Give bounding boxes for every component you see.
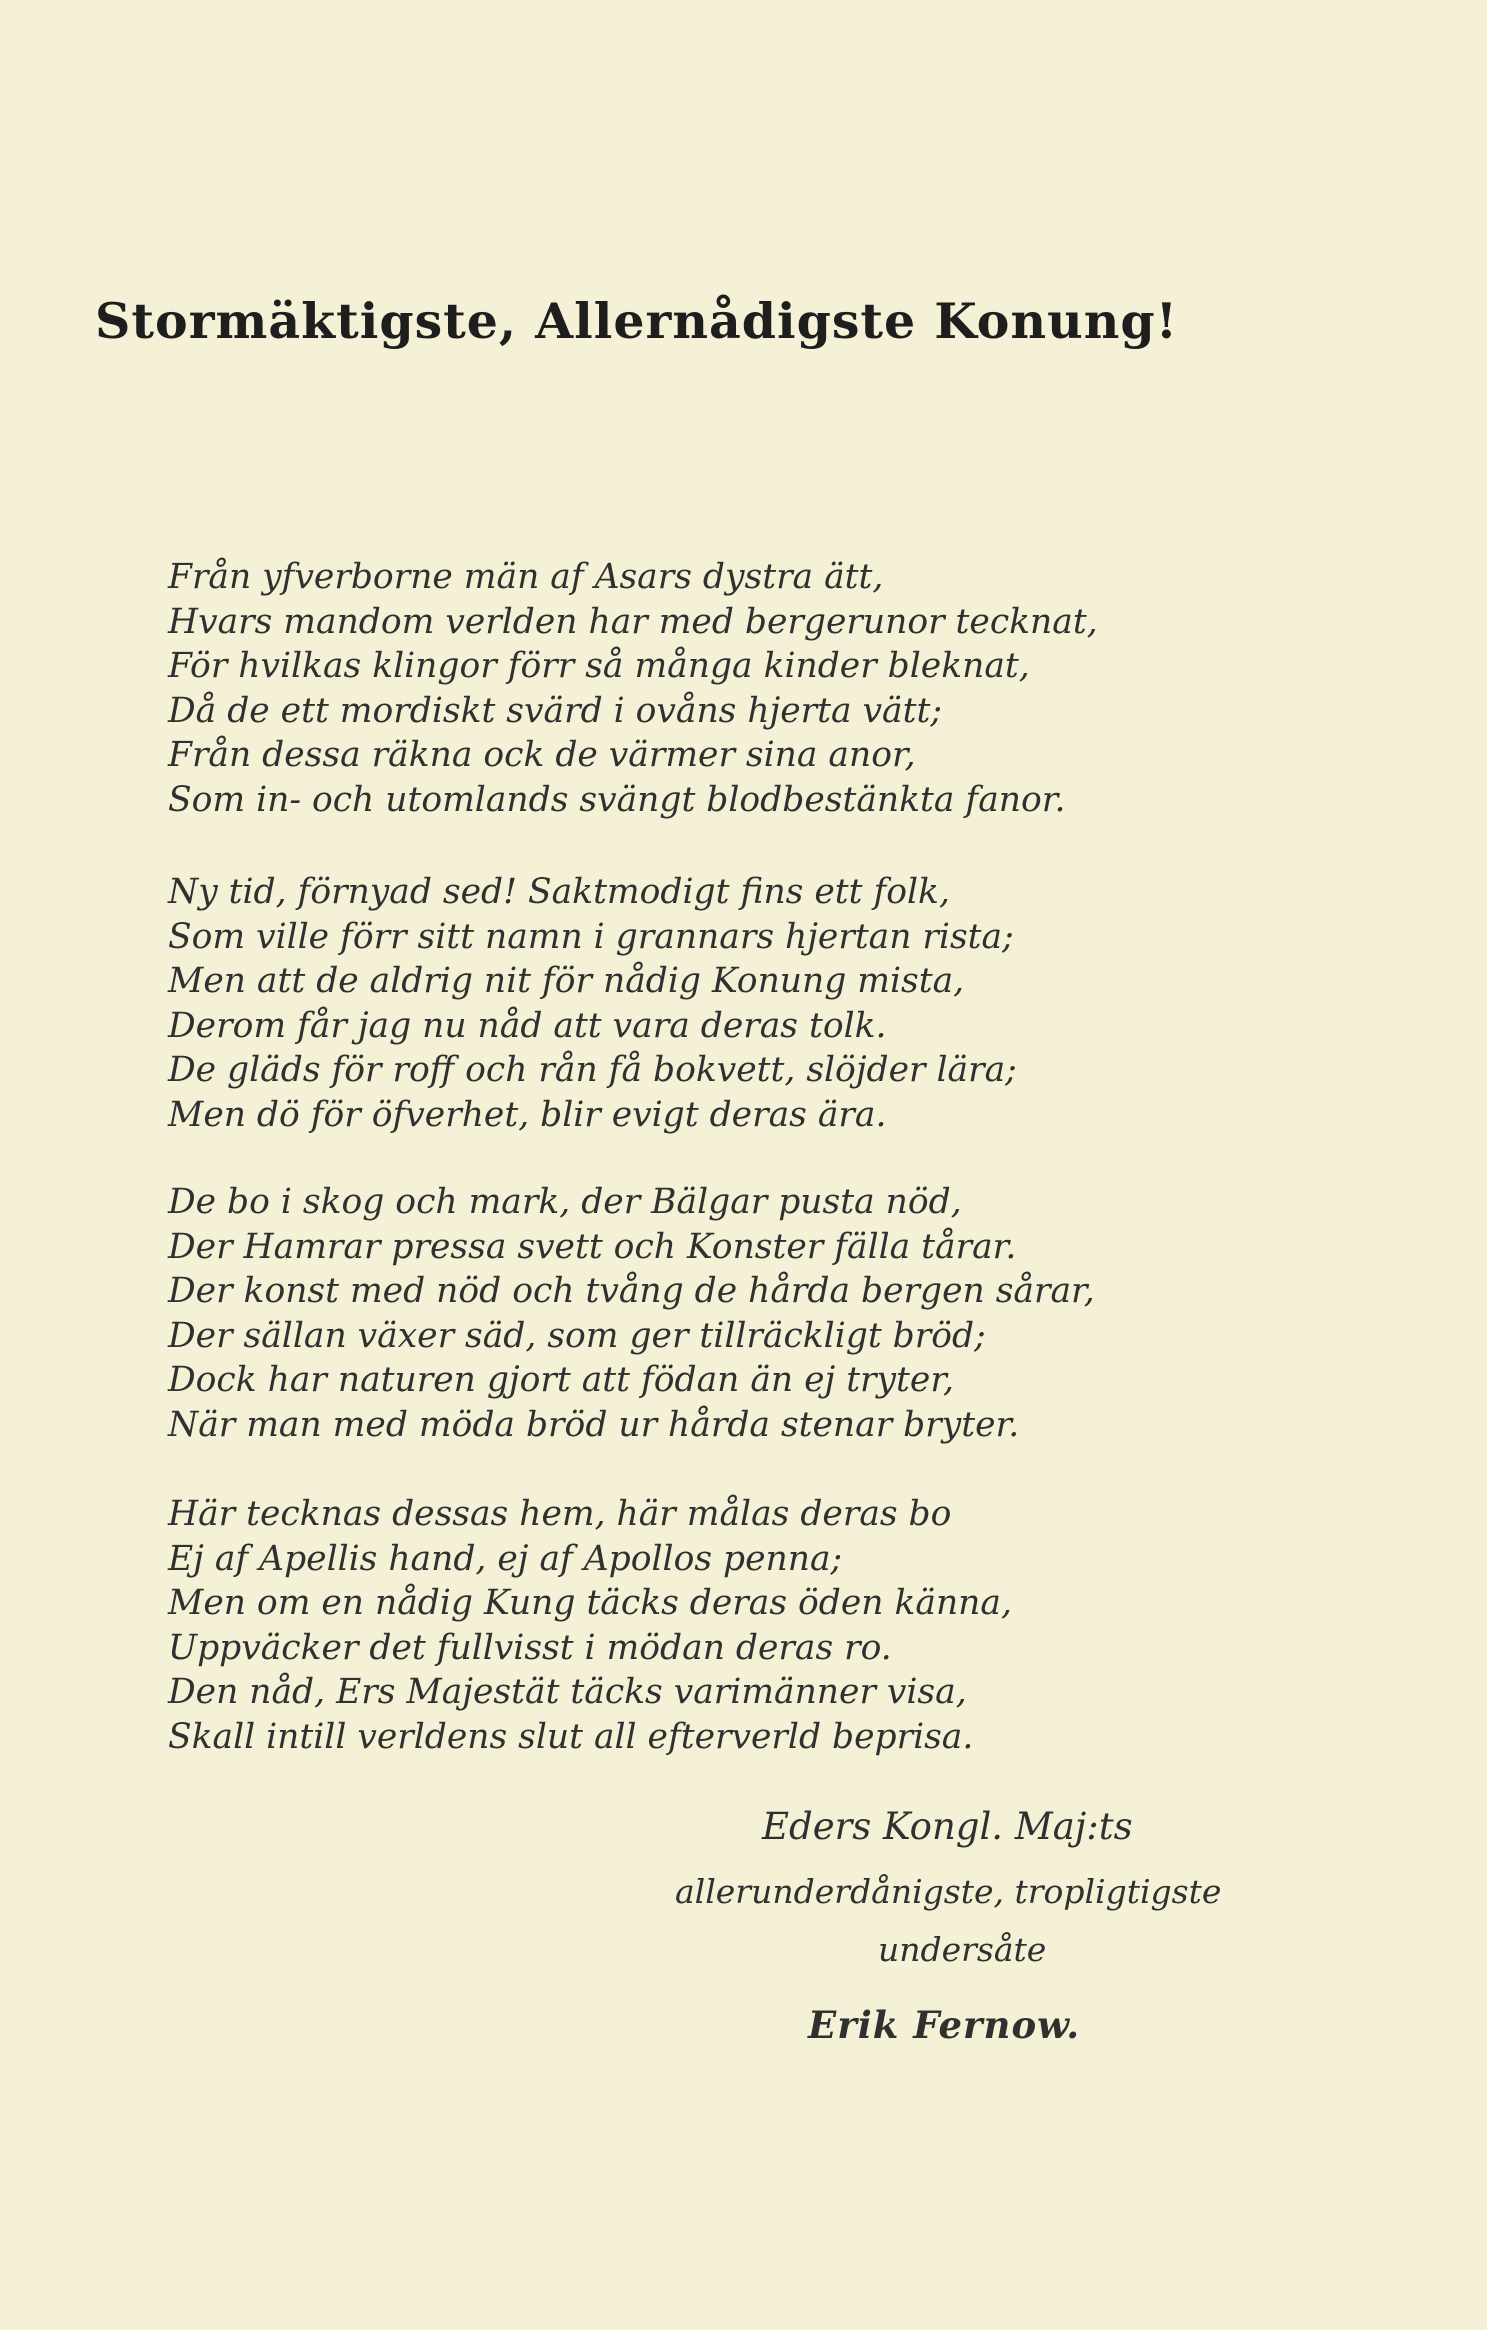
verse-line: Från yfverborne män af Asars dystra ätt,	[168, 557, 884, 597]
dedication-heading: Stormäktigste, Allernådigste Konung!	[95, 292, 1179, 350]
verse-line: Der konst med nöd och tvång de hårda bergen sårar,	[168, 1271, 1095, 1311]
verse-line: Från dessa räkna ock de värmer sina anor,	[168, 735, 916, 775]
verse-line: Uppväcker det fullvisst i mödan deras ro.	[168, 1627, 892, 1668]
verse-line: Som ville förr sitt namn i grannars hjertan rista;	[168, 916, 1014, 957]
poem-stanza-3	[168, 1180, 1095, 1447]
signature-subject: undersåte	[878, 1930, 1047, 1969]
verse-line: Ej af Apellis hand, ej af Apollos penna;	[168, 1538, 843, 1579]
verse-line: Men om en nådig Kung täcks deras öden känna,	[168, 1583, 1012, 1623]
signature-author-name: Erik Fernow.	[808, 2003, 1081, 2047]
verse-line: Den nåd, Ers Majestät täcks varimänner visa,	[168, 1672, 967, 1712]
verse-line: Dock har naturen gjort att födan än ej tryter,	[168, 1360, 954, 1400]
poem-stanza-1	[168, 555, 1098, 822]
poem-stanza-2	[168, 870, 1017, 1137]
verse-line: Som in- och utomlands svängt blodbestänkta fanor.	[168, 779, 1066, 820]
verse-line: De bo i skog och mark, der Bälgar pusta nöd,	[168, 1182, 962, 1222]
poem-stanza-4	[168, 1492, 1012, 1759]
verse-line: Då de ett mordiskt svärd i ovåns hjerta vätt;	[168, 690, 942, 731]
signature-humble-phrase: allerunderdånigste, tropligtigste	[675, 1872, 1222, 1911]
verse-line: Derom får jag nu nåd att vara deras tolk.	[168, 1005, 887, 1046]
verse-line: För hvilkas klingor förr så många kinder bleknat,	[168, 646, 1030, 686]
verse-line: Ny tid, förnyad sed! Saktmodigt fins ett folk,	[168, 872, 950, 912]
verse-line: Här tecknas dessas hem, här målas deras bo	[168, 1494, 952, 1534]
verse-line: Der sällan växer säd, som ger tillräckligt bröd;	[168, 1315, 986, 1356]
verse-line: De gläds för roff och rån få bokvett, slöjder lära;	[168, 1050, 1017, 1090]
verse-line: Men att de aldrig nit för nådig Konung mista,	[168, 961, 965, 1001]
verse-line: Der Hamrar pressa svett och Konster fälla tårar.	[168, 1226, 1017, 1267]
verse-line: När man med möda bröd ur hårda stenar bryter.	[168, 1404, 1020, 1445]
verse-line: Hvars mandom verlden har med bergerunor tecknat,	[168, 601, 1098, 642]
verse-line: Men dö för öfverhet, blir evigt deras ära.	[168, 1094, 887, 1135]
verse-line: Skall intill verldens slut all efterverld beprisa.	[168, 1716, 974, 1757]
signature-salutation: Eders Kongl. Maj:ts	[762, 1805, 1133, 1848]
